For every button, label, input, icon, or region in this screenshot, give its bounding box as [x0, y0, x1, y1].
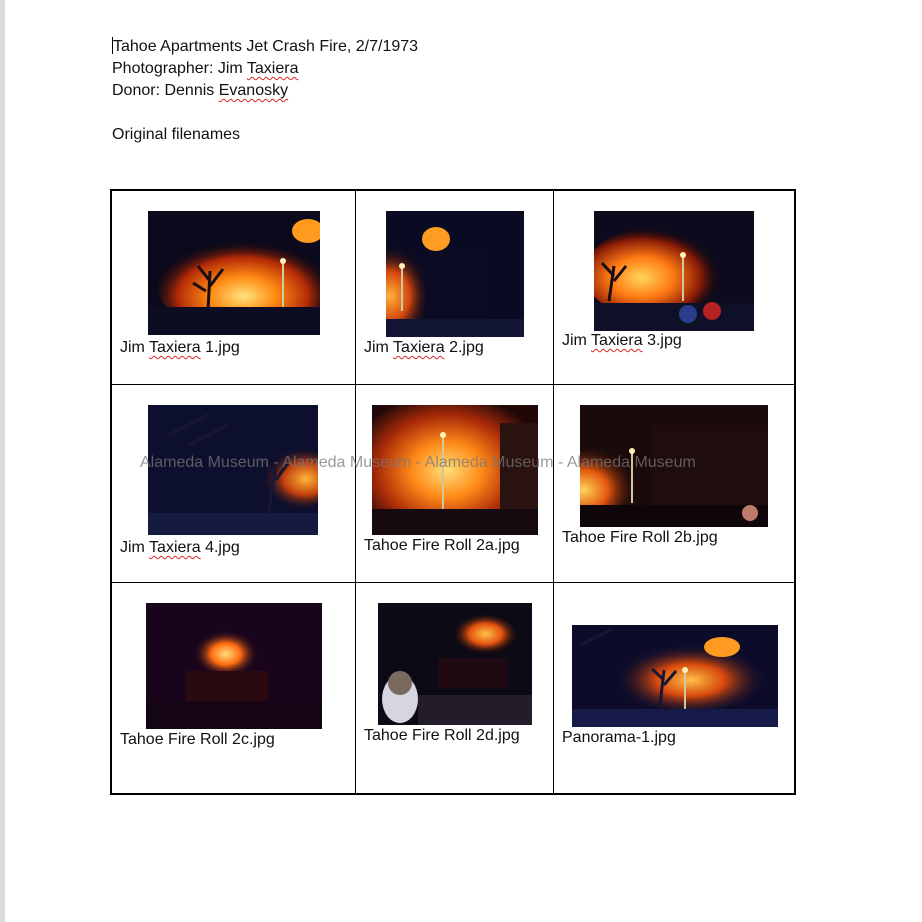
filename-caption: Panorama-1.jpg	[562, 729, 676, 746]
title-line[interactable]	[112, 36, 418, 58]
filename-caption: Tahoe Fire Roll 2c.jpg	[120, 731, 275, 748]
page-left-edge	[0, 0, 5, 922]
donor-surname[interactable]: Evanosky	[218, 82, 289, 99]
document-title: Tahoe Apartments Jet Crash Fire, 2/7/1973	[113, 38, 419, 55]
fire-photo[interactable]	[572, 625, 778, 727]
photographer-surname[interactable]: Taxiera	[246, 60, 299, 77]
flagged-word[interactable]: Taxiera	[393, 339, 445, 356]
photographer-line	[112, 58, 418, 80]
flagged-word[interactable]: Taxiera	[149, 339, 201, 356]
fire-photo[interactable]	[148, 405, 318, 535]
fire-photo[interactable]	[148, 211, 320, 335]
filename-caption: Tahoe Fire Roll 2d.jpg	[364, 727, 520, 744]
fire-photo[interactable]	[372, 405, 538, 535]
fire-photo[interactable]	[386, 211, 524, 337]
blank-line	[112, 102, 418, 124]
museum-watermark: Alameda Museum - Alameda Museum - Alameda Museum - Alameda Museum	[140, 454, 696, 471]
filename-caption: Jim Taxiera 3.jpg	[562, 332, 682, 349]
fire-photo[interactable]	[580, 405, 768, 527]
donor-label: Donor: Dennis	[112, 82, 219, 99]
table-row-divider	[112, 582, 794, 583]
filename-caption: Jim Taxiera 4.jpg	[120, 539, 240, 556]
flagged-word[interactable]: Taxiera	[149, 539, 201, 556]
section-label: Original filenames	[112, 126, 241, 143]
photographer-label: Photographer: Jim	[112, 60, 247, 77]
table-row-divider	[112, 384, 794, 385]
photo-table	[110, 189, 796, 795]
filename-caption: Jim Taxiera 1.jpg	[120, 339, 240, 356]
fire-photo[interactable]	[594, 211, 754, 331]
fire-photo[interactable]	[146, 603, 322, 729]
filename-caption: Jim Taxiera 2.jpg	[364, 339, 484, 356]
flagged-word[interactable]: Taxiera	[591, 332, 643, 349]
table-column-divider	[355, 191, 356, 793]
fire-photo[interactable]	[378, 603, 532, 725]
filename-caption: Tahoe Fire Roll 2b.jpg	[562, 529, 718, 546]
document-header	[112, 36, 418, 146]
table-column-divider	[553, 191, 554, 793]
filename-caption: Tahoe Fire Roll 2a.jpg	[364, 537, 520, 554]
donor-line	[112, 80, 418, 102]
